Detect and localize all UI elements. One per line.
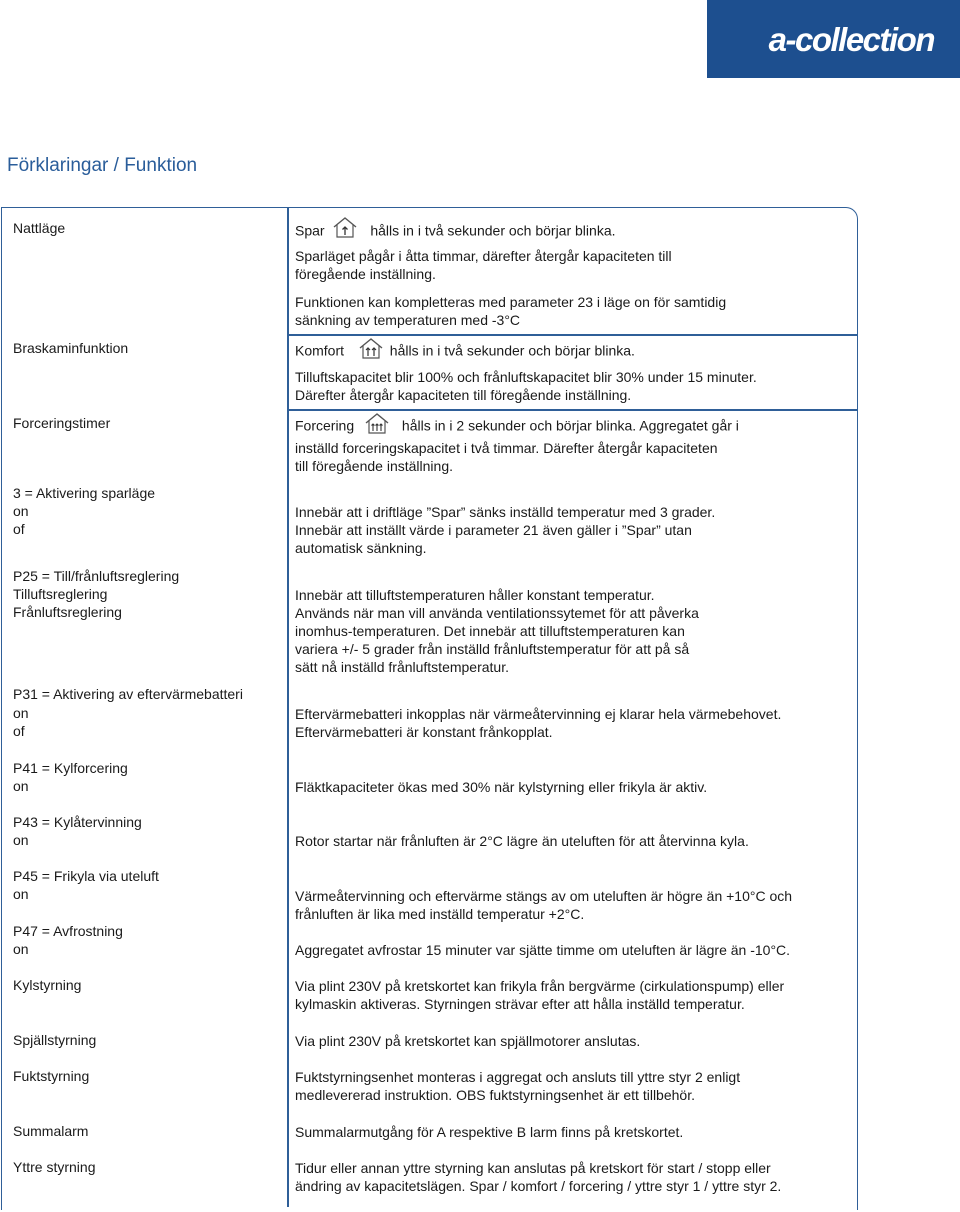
label-p41: P41 = Kylforcering bbox=[13, 760, 128, 776]
desc-forcering-line: till föregående inställning. bbox=[295, 458, 453, 474]
label-kylstyrning: Kylstyrning bbox=[13, 977, 82, 993]
mode-komfort: Komfort bbox=[295, 342, 345, 359]
desc-summalarm-line: Summalarmutgång för A respektive B larm finns på kretskortet. bbox=[295, 1124, 684, 1140]
label-yttre-styrning: Yttre styrning bbox=[13, 1159, 96, 1175]
desc-kylstyrning-line: Via plint 230V på kretskortet kan frikyla från bergvärme (cirkulationspump) eller bbox=[295, 978, 785, 994]
desc-yttre-line: Tidur eller annan yttre styrning kan anslutas på kretskort för start / stopp eller bbox=[295, 1160, 771, 1176]
label-p43: P43 = Kylåtervinning bbox=[13, 814, 142, 830]
label-braskamin: Braskaminfunktion bbox=[13, 340, 129, 356]
label-p31-option: on bbox=[13, 705, 29, 721]
desc-nattlage-lead bbox=[295, 219, 616, 245]
desc-p25-line: sätt nå inställd frånluftstemperatur. bbox=[295, 659, 509, 675]
desc-fuktstyrning-line: Fuktstyrningsenhet monteras i aggregat och ansluts till yttre styr 2 enligt bbox=[295, 1069, 741, 1085]
label-p25-option: Frånluftsreglering bbox=[13, 604, 122, 620]
page-title: Förklaringar / Funktion bbox=[7, 155, 198, 176]
house-two-arrows-icon bbox=[358, 337, 384, 363]
desc-p25-line: Används när man vill använda ventilationssytemet för att påverka bbox=[295, 605, 699, 621]
desc-p31-line: Eftervärmebatteri är konstant frånkopplat. bbox=[295, 724, 553, 740]
label-p25-option: Tilluftsreglering bbox=[13, 586, 108, 602]
desc-spjallstyrning-line: Via plint 230V på kretskortet kan spjällmotorer anslutas. bbox=[295, 1033, 641, 1049]
desc-braskamin-rest: hålls in i två sekunder och börjar blinka. bbox=[389, 342, 635, 359]
brand-logo bbox=[707, 0, 960, 78]
row-divider-2 bbox=[287, 409, 858, 411]
label-p3: 3 = Aktivering sparläge bbox=[13, 485, 156, 501]
label-p25: P25 = Till/frånluftsreglering bbox=[13, 568, 180, 584]
desc-p25-line: inomhus-temperaturen. Det innebär att tilluftstemperaturen kan bbox=[295, 623, 685, 639]
desc-p41-line: Fläktkapaciteter ökas med 30% när kylstyrning eller frikyla är aktiv. bbox=[295, 779, 708, 795]
desc-p3-line: automatisk sänkning. bbox=[295, 540, 427, 556]
label-p45: P45 = Frikyla via uteluft bbox=[13, 868, 159, 884]
label-p45-option: on bbox=[13, 886, 29, 902]
mode-spar: Spar bbox=[295, 222, 325, 239]
label-p31-option: of bbox=[13, 723, 25, 739]
label-p41-option: on bbox=[13, 778, 29, 794]
row-divider-1 bbox=[287, 334, 858, 336]
label-p47: P47 = Avfrostning bbox=[13, 923, 123, 939]
mode-forcering: Forcering bbox=[295, 417, 355, 434]
house-three-arrows-icon bbox=[364, 412, 390, 438]
label-spjallstyrning: Spjällstyrning bbox=[13, 1032, 97, 1048]
desc-p45-line: Värmeåtervinning och eftervärme stängs av om uteluften är högre än +10°C och bbox=[295, 888, 793, 904]
desc-p3-line: Innebär att i driftläge ”Spar” sänks inställd temperatur med 3 grader. bbox=[295, 504, 716, 520]
desc-fuktstyrning-line: medlevererad instruktion. OBS fuktstyrningsenhet är ett tillbehör. bbox=[295, 1087, 695, 1103]
desc-yttre-line: ändring av kapacitetslägen. Spar / komfort / forcering / yttre styr 1 / yttre styr 2. bbox=[295, 1178, 782, 1194]
desc-forcering-rest: hålls in i 2 sekunder och börjar blinka. Aggregatet går i bbox=[401, 417, 739, 434]
label-nattlage: Nattläge bbox=[13, 220, 66, 236]
label-p3-option: of bbox=[13, 521, 25, 537]
label-summalarm: Summalarm bbox=[13, 1123, 89, 1139]
desc-nattlage-line: sänkning av temperaturen med -3°C bbox=[295, 312, 521, 328]
desc-p3-line: Innebär att inställt värde i parameter 21 även gäller i ”Spar” utan bbox=[295, 522, 692, 538]
column-divider bbox=[287, 207, 289, 1207]
desc-p45-line: frånluften är lika med inställd temperatur +2°C. bbox=[295, 906, 585, 922]
desc-nattlage-line: Sparläget pågår i åtta timmar, därefter återgår kapaciteten till bbox=[295, 248, 672, 264]
label-forcering: Forceringstimer bbox=[13, 415, 111, 431]
desc-nattlage-line: föregående inställning. bbox=[295, 266, 436, 282]
label-p31: P31 = Aktivering av eftervärmebatteri bbox=[13, 686, 243, 702]
logo-text: a-collection bbox=[768, 21, 934, 58]
desc-braskamin-lead bbox=[295, 339, 635, 365]
desc-p47-line: Aggregatet avfrostar 15 minuter var sjätte timme om uteluften är lägre än -10°C. bbox=[295, 942, 791, 958]
label-p43-option: on bbox=[13, 832, 29, 848]
desc-forcering-line: inställd forceringskapacitet i två timmar. Därefter återgår kapaciteten bbox=[295, 440, 718, 456]
desc-kylstyrning-line: kylmaskin aktiveras. Styrningen strävar efter att hålla inställd temperatur. bbox=[295, 996, 745, 1012]
desc-nattlage-line: Funktionen kan kompletteras med parameter 23 i läge on för samtidig bbox=[295, 294, 727, 310]
desc-p43-line: Rotor startar när frånluften är 2°C lägre än uteluften för att återvinna kyla. bbox=[295, 833, 749, 849]
desc-p31-line: Eftervärmebatteri inkopplas när värmeåtervinning ej klarar hela värmebehovet. bbox=[295, 706, 782, 722]
house-arrow-icon bbox=[332, 216, 358, 242]
label-fuktstyrning: Fuktstyrning bbox=[13, 1068, 90, 1084]
desc-nattlage-rest: hålls in i två sekunder och börjar blinka. bbox=[370, 222, 616, 239]
label-p3-option: on bbox=[13, 503, 29, 519]
desc-braskamin-line: Därefter återgår kapaciteten till föregående inställning. bbox=[295, 387, 632, 403]
label-p47-option: on bbox=[13, 941, 29, 957]
desc-p25-line: variera +/- 5 grader från inställd frånluftstemperatur för att på så bbox=[295, 641, 690, 657]
desc-braskamin-line: Tilluftskapacitet blir 100% och frånluftskapacitet blir 30% under 15 minuter. bbox=[295, 369, 757, 385]
desc-p25-line: Innebär att tilluftstemperaturen håller konstant temperatur. bbox=[295, 587, 655, 603]
desc-forcering-lead bbox=[295, 414, 739, 440]
